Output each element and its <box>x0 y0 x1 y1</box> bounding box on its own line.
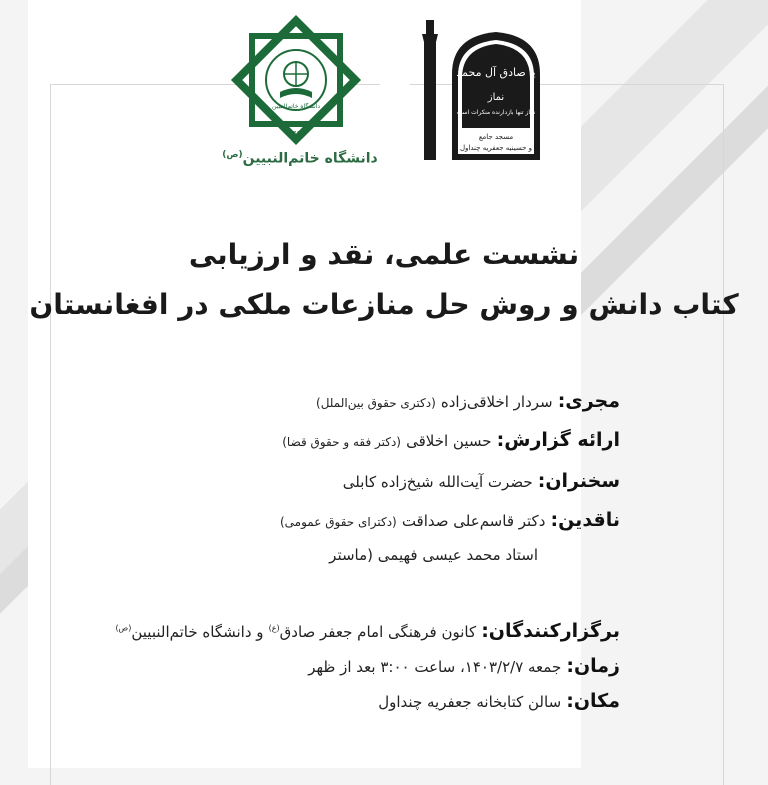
svg-text:یا صادق آل محمد: یا صادق آل محمد <box>456 66 536 79</box>
svg-text:دانشگاه خاتم‌النبیین: دانشگاه خاتم‌النبیین <box>271 103 321 110</box>
critic2-name: استاد محمد عیسی فهیمی (ماستر <box>329 546 538 564</box>
svg-text:۱۳۸۶: ۱۳۸۶ <box>287 129 305 138</box>
time-value: جمعه ۱۴۰۳/۲/۷، ساعت ۳:۰۰ بعد از ظهر <box>308 658 562 676</box>
host-label: مجری: <box>557 390 620 412</box>
speaker-label: سخنران: <box>537 470 620 492</box>
host-name: سردار اخلاقی‌زاده <box>440 393 553 411</box>
place-label: مکان: <box>566 690 620 712</box>
mosque-logo <box>418 14 546 164</box>
svg-text:نماز: نماز <box>487 92 505 103</box>
place-line <box>378 690 620 712</box>
critics-label: ناقدین: <box>550 509 620 531</box>
critic1-name: دکتر قاسم‌علی صداقت <box>401 512 546 530</box>
time-line <box>308 655 620 677</box>
university-logo <box>228 12 364 148</box>
speaker-name: حضرت آیت‌الله شیخ‌زاده کابلی <box>342 473 533 491</box>
organizers-part2: و دانشگاه خاتم‌النبیین <box>131 623 264 641</box>
speaker-line <box>343 470 620 492</box>
critic1-note: (دکترای حقوق عمومی) <box>279 515 397 529</box>
report-label: ارائه گزارش: <box>496 429 620 451</box>
svg-text:نماز تنها بازدارنده منکرات است: نماز تنها بازدارنده منکرات است <box>456 109 536 116</box>
event-title-line2: کتاب دانش و روش حل منازعات ملکی در افغانستان <box>29 288 739 321</box>
organizers-part1: کانون فرهنگی امام جعفر صادق <box>279 623 477 641</box>
event-title-line1: نشست علمی، نقد و ارزیابی <box>188 238 580 271</box>
organizers-label: برگزارکنندگان: <box>481 620 620 642</box>
svg-text:مسجد جامع: مسجد جامع <box>478 133 514 141</box>
report-note: (دکتر فقه و حقوق قضا) <box>282 435 401 449</box>
svg-text:و حسینیه جعفریه چنداول: و حسینیه جعفریه چنداول <box>459 144 533 152</box>
host-note: (دکتری حقوق بین‌الملل) <box>316 396 436 410</box>
university-caption: دانشگاه خاتم‌النبیین$^{(ص)}$ <box>222 150 378 167</box>
time-label: زمان: <box>566 655 620 677</box>
critic2-line <box>329 545 538 564</box>
critics-line <box>280 509 620 531</box>
organizers-line: برگزارکنندگان: کانون فرهنگی امام جعفر صادق$^{(ع)}$ و دانشگاه خاتم‌النبیین$^{(ص)}$ <box>115 620 620 642</box>
report-line <box>282 429 620 451</box>
place-value: سالن کتابخانه جعفریه چنداول <box>378 693 562 711</box>
report-name: حسین اخلاقی <box>406 432 492 450</box>
host-line <box>316 390 620 412</box>
